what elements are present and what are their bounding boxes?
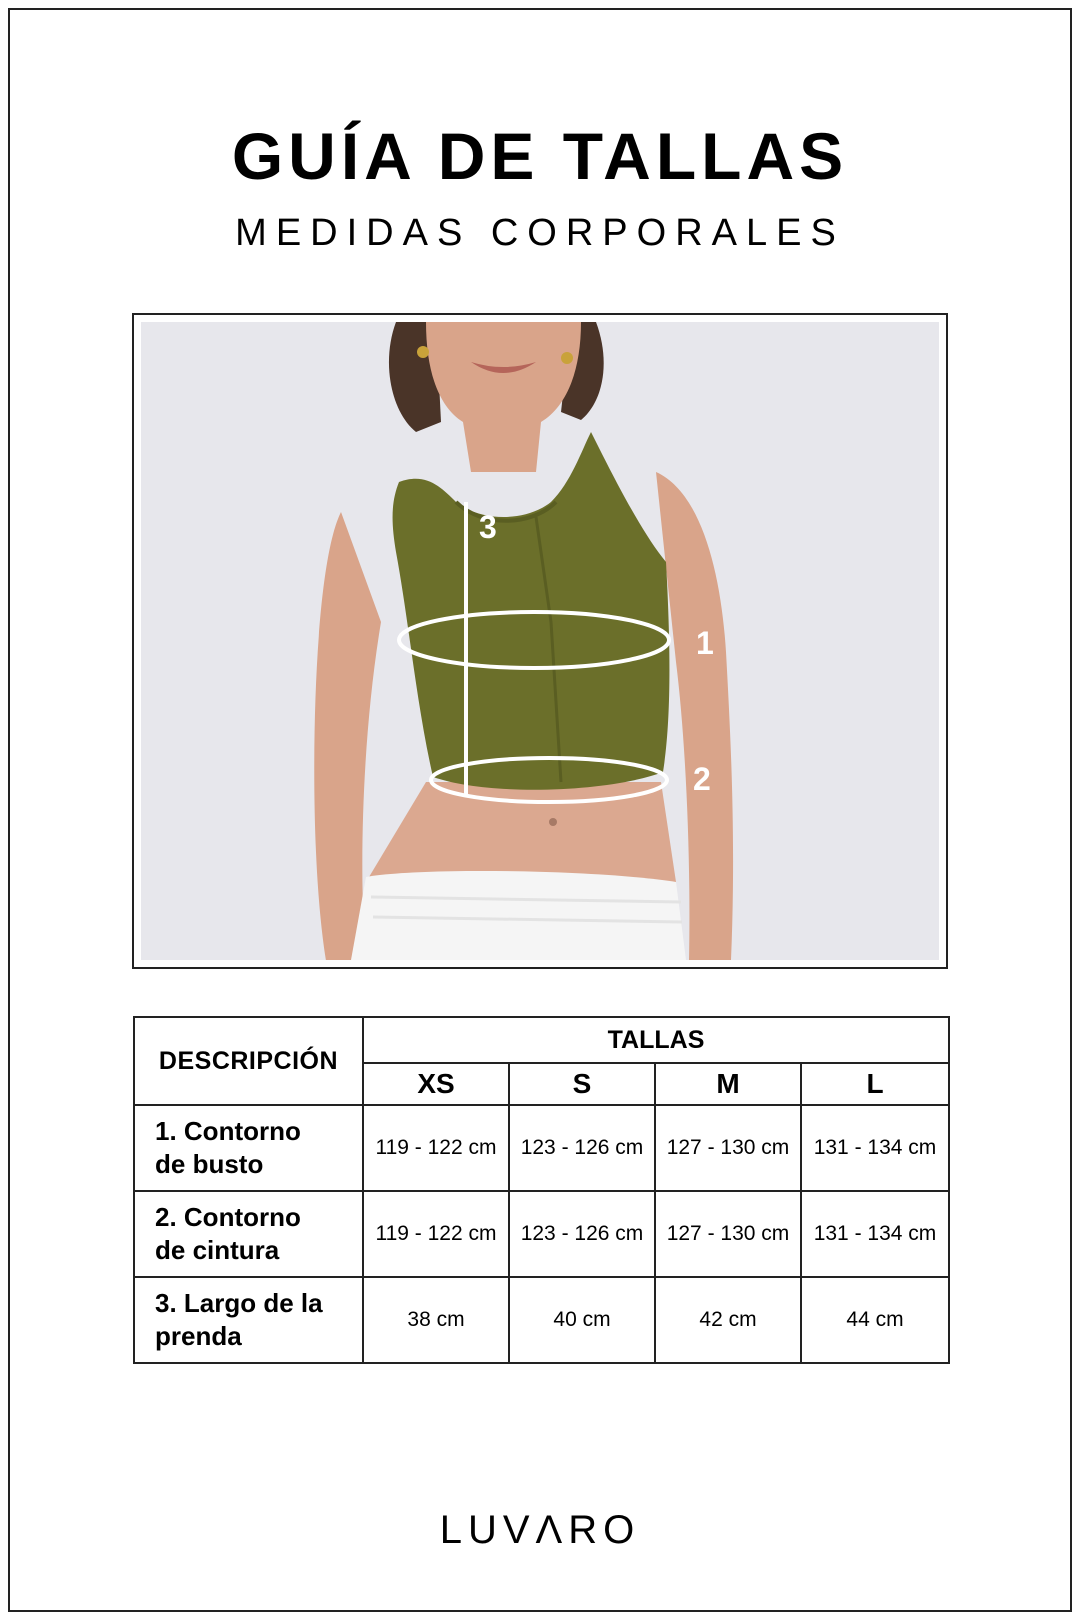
row-label-line: de cintura — [155, 1235, 280, 1265]
row-label-line: 1. Contorno — [155, 1116, 301, 1146]
table-row — [134, 1277, 949, 1363]
table-cell: 127 - 130 cm — [655, 1105, 801, 1191]
model-photo-frame — [132, 313, 948, 969]
row-label — [134, 1191, 363, 1277]
marker-3: 3 — [479, 509, 497, 545]
marker-1: 1 — [696, 625, 714, 661]
page-title: GUÍA DE TALLAS — [231, 119, 849, 193]
row-label-line: prenda — [155, 1321, 242, 1351]
page-subtitle: MEDIDAS CORPORALES — [235, 212, 845, 254]
table-cell: 131 - 134 cm — [801, 1105, 949, 1191]
row-label-line: 3. Largo de la — [155, 1288, 323, 1318]
table-cell: 123 - 126 cm — [509, 1191, 655, 1277]
table-cell: 127 - 130 cm — [655, 1191, 801, 1277]
size-s-header: S — [509, 1063, 655, 1105]
row-label — [134, 1277, 363, 1363]
row-label — [134, 1105, 363, 1191]
model-photo — [141, 322, 939, 960]
table-cell: 42 cm — [655, 1277, 801, 1363]
table-cell: 131 - 134 cm — [801, 1191, 949, 1277]
table-cell: 44 cm — [801, 1277, 949, 1363]
table-cell: 123 - 126 cm — [509, 1105, 655, 1191]
row-label-line: 2. Contorno — [155, 1202, 301, 1232]
table-cell: 119 - 122 cm — [363, 1191, 509, 1277]
table-row — [134, 1105, 949, 1191]
brand-logo: LUVΛRO — [439, 1508, 641, 1552]
table-row — [134, 1191, 949, 1277]
size-xs-header: XS — [363, 1063, 509, 1105]
table-cell: 40 cm — [509, 1277, 655, 1363]
model-illustration — [141, 322, 939, 960]
sizes-header: TALLAS — [363, 1017, 949, 1063]
table-cell: 38 cm — [363, 1277, 509, 1363]
size-l-header: L — [801, 1063, 949, 1105]
table-cell: 119 - 122 cm — [363, 1105, 509, 1191]
size-table — [133, 1016, 950, 1364]
row-label-line: de busto — [155, 1149, 264, 1179]
marker-2: 2 — [693, 761, 711, 797]
size-m-header: M — [655, 1063, 801, 1105]
description-header: DESCRIPCIÓN — [134, 1017, 363, 1105]
